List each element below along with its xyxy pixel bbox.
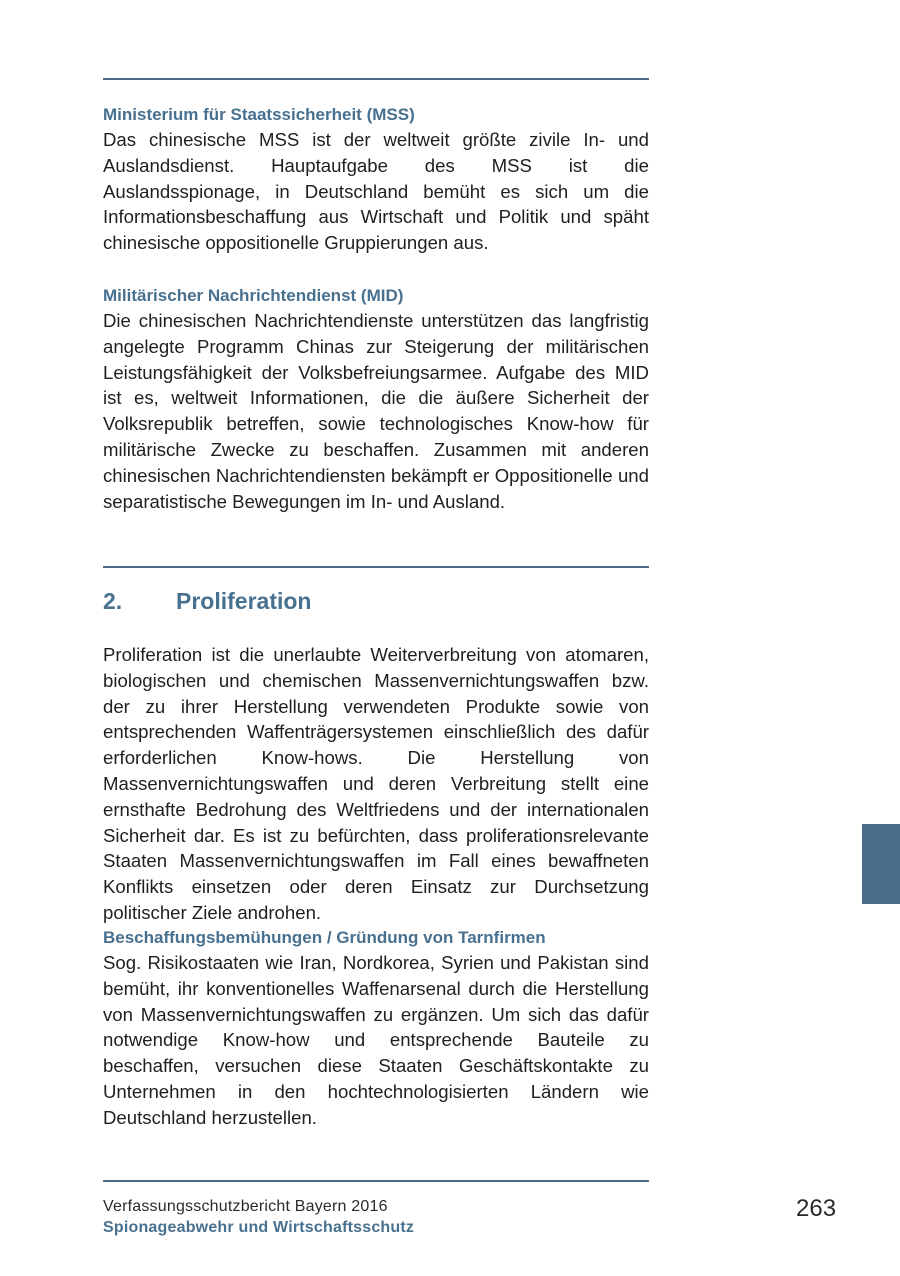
chapter-rule (103, 566, 649, 568)
page-number: 263 (796, 1195, 837, 1222)
section-text-mss: Das chinesische MSS ist der weltweit größte zivile In- und Auslandsdienst. Hauptaufgabe des MSS ist die Auslandsspionage, in Deutschland bemüht es sich um die Informationsbeschaffung aus Wirtschaft und Politik und späht chinesische oppositionelle Gruppierungen aus. (103, 129, 649, 254)
section-text-tarnfirmen: Sog. Risikostaaten wie Iran, Nordkorea, Syrien und Pakistan sind bemüht, ihr konventionelles Waffenarsenal durch die Herstellung von Massenvernichtungswaffen zu ergänzen. Um sich das dafür notwendige Know-how und entsprechende Bauteile zu beschaffen, versuchen diese Staaten Geschäftskontakte zu Unternehmen in den hochtechnologisierten Ländern wie Deutschland herzustellen. (103, 952, 649, 1128)
footer (103, 1196, 649, 1238)
section-tarnfirmen (103, 925, 649, 1131)
footer-publication: Verfassungsschutzbericht Bayern 2016 (103, 1198, 388, 1215)
footer-rule (103, 1180, 649, 1182)
chapter-intro (103, 642, 649, 926)
chapter-title: Proliferation (176, 588, 312, 614)
chapter-tab-marker (862, 824, 900, 904)
chapter-text: Proliferation ist die unerlaubte Weiterverbreitung von atomaren, biologischen und chemischen Massenvernichtungswaffen bzw. der zu ihrer Herstellung verwendeten Produkte sowie von entsprechenden Waffenträgersystemen einschließlich des dafür erforderlichen Know-hows. Die Herstellung von Massenvernichtungswaffen und deren Verbreitung stellt eine ernsthafte Bedrohung des Weltfriedens und der internationalen Sicherheit dar. Es ist zu befürchten, dass proliferationsrelevante Staaten Massenvernichtungswaffen im Fall eines bewaffneten Konflikts einsetzen oder deren Einsatz zur Durchsetzung politischer Ziele androhen. (103, 644, 649, 923)
footer-chapter-name: Spionageabwehr und Wirtschaftsschutz (103, 1219, 415, 1236)
section-mid (103, 283, 649, 514)
top-rule (103, 78, 649, 80)
section-mss (103, 102, 649, 256)
section-heading-mss: Ministerium für Staatssicherheit (MSS) (103, 105, 415, 124)
chapter-heading (103, 586, 311, 616)
chapter-number: 2. (103, 588, 123, 614)
section-heading-mid: Militärischer Nachrichtendienst (MID) (103, 286, 404, 305)
section-heading-tarnfirmen: Beschaffungsbemühungen / Gründung von Tarnfirmen (103, 928, 546, 947)
section-text-mid: Die chinesischen Nachrichtendienste unterstützen das langfristig angelegte Programm Chinas zur Steigerung der militärischen Leistungsfähigkeit der Volksbefreiungsarmee. Aufgabe des MID ist es, weltweit Informationen, die die äußere Sicherheit der Volksrepublik betreffen, sowie technologisches Know-how für militärische Zwecke zu beschaffen. Zusammen mit anderen chinesischen Nachrichtendiensten bekämpft er Oppositionelle und separatistische Bewegungen im In- und Ausland. (103, 310, 649, 512)
